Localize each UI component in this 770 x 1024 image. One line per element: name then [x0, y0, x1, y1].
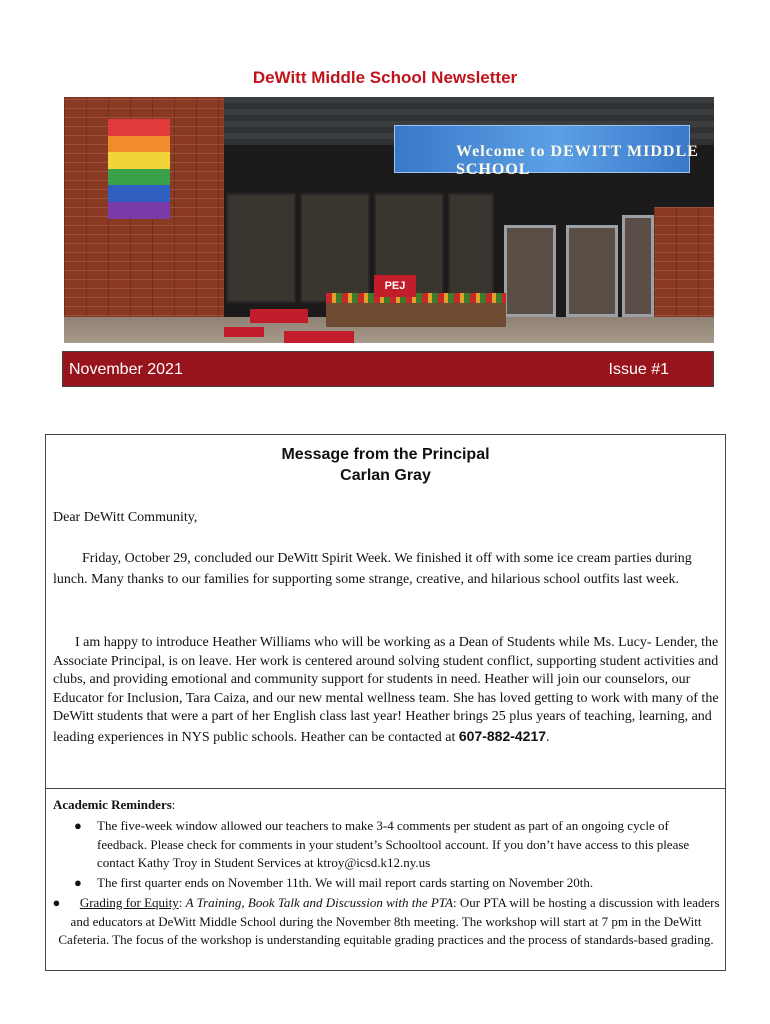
red-bench — [284, 331, 354, 343]
reminders-title — [53, 797, 175, 813]
planter-box — [326, 303, 506, 327]
issue-date: November 2021 — [69, 361, 183, 378]
entrance-door — [504, 225, 556, 317]
grading-colon: : — [178, 895, 183, 910]
reminder-bullet-grading — [51, 894, 721, 950]
spirit-week-paragraph: Friday, October 29, concluded our DeWitt Spirit Week. We finished it off with some ice cream parties during lunch. Many thanks to our families for supporting some strange, creative, and hilarious school outfits last week. — [53, 551, 692, 587]
entrance-door — [566, 225, 618, 317]
reminder-quarter-text: The first quarter ends on November 11th. We will mail report cards starting on November 20th. — [97, 875, 594, 890]
principal-name: Carlan Gray — [340, 467, 431, 484]
red-bench — [224, 327, 264, 337]
entrance-door — [622, 215, 654, 317]
issue-info-bar — [62, 351, 714, 387]
principal-message-box — [45, 434, 726, 971]
red-bench — [250, 309, 308, 323]
section-divider — [46, 788, 725, 789]
grading-training-title: A Training, Book Talk and Discussion with the PTA — [185, 895, 453, 910]
reminder-bullet-quarter — [74, 874, 706, 893]
storefront-window — [448, 193, 494, 303]
reminders-title-colon: : — [171, 797, 176, 812]
reminder-bullet-feedback — [74, 817, 706, 873]
principal-heading: Message from the Principal — [281, 446, 490, 463]
grading-for-equity-link: Grading for Equity — [79, 895, 179, 910]
greeting: Dear DeWitt Community, — [53, 510, 198, 525]
newsletter-title: DeWitt Middle School Newsletter — [252, 68, 518, 87]
dean-introduction-paragraph — [53, 634, 721, 747]
paragraph-end: . — [546, 729, 550, 745]
progress-pride-flag — [108, 119, 170, 219]
contact-phone: 607-882-4217 — [458, 727, 547, 744]
reminder-feedback-text: The five-week window allowed our teachers to make 3-4 comments per student as part of an ongoing cycle of feedback. Please check for comments in your student’s Schooltool account. If you don’t have access to this please contact Kathy Troy in Student Services at ktroy@icsd.k12.ny.us — [97, 818, 690, 870]
storefront-window — [300, 193, 370, 303]
banner-text: Welcome to DEWITT MIDDLE SCHOOL — [456, 143, 699, 178]
bullet-dot: ● — [74, 818, 82, 833]
school-entrance-photo — [64, 97, 714, 343]
reminders-title-text: Academic Reminders — [53, 797, 172, 812]
bullet-dot: ● — [74, 875, 82, 890]
bullet-dot: ● — [52, 895, 61, 910]
dean-introduction-text: I am happy to introduce Heather Williams who will be working as a Dean of Students while Ms. Lucy- Lender, the Associate Principal, is on leave. Her work is centered around solving student conflict, supporting student activities and clubs, and providing emotional and community support for students in need. Heather will join our counselors, our Educator for Inclusion, Tara Caiza, and our new mental wellness team. She has loved getting to work with many of the DeWitt students that were a part of her English class last year! Heather brings 25 plus years of teaching, learning, and leading experiences in NYS public schools. Heather can be contacted at — [53, 635, 719, 745]
issue-number: Issue #1 — [608, 361, 669, 378]
pej-sign: PEJ — [374, 275, 416, 297]
grading-details-text: : Our PTA will be hosting a discussion with leaders and educators at DeWitt Middle School during the November 8th meeting. The workshop will start at 7 pm in the DeWitt Cafeteria. The focus of the workshop is understanding equitable grading practices and the process of standards-based grading. — [58, 895, 720, 947]
storefront-window — [226, 193, 296, 303]
